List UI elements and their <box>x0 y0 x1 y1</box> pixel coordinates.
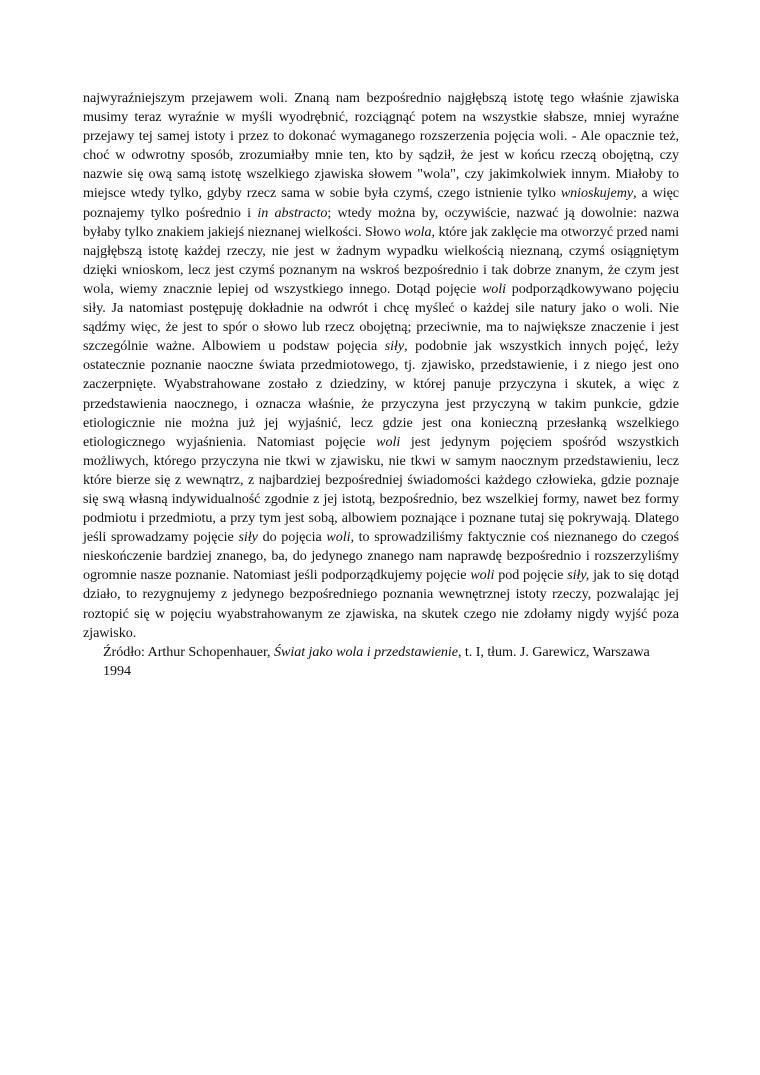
text-segment: jest jedynym pojęciem spośród wszystkich możliwych, którego przyczyna nie tkwi w zjawisku, nie tkwi w samym naocznym przedstawieniu, lecz które bierze się z wewnątrz, z najbardziej bezpośredniej świadomości każdego człowieka, gdzie poznaje się swą własną indywidualność zgodnie z jej istotą, bezpośrednio, bez wszelkiej formy, nawet bez formy podmiotu i przedmiotu, a przy tym jest sobą, albowiem poznające i poznane tutaj się pokrywają. Dlatego jeśli sprowadzamy pojęcie <box>83 433 679 546</box>
italic-term: siły <box>238 529 258 546</box>
italic-term: wnioskujemy <box>560 185 634 202</box>
italic-term: siły <box>384 338 405 355</box>
text-segment: do pojęcia <box>257 529 327 546</box>
text-segment: ; wtedy można by, oczywiście, nazwać ją dowolnie: nazwa byłaby tylko znakiem jakiejś nieznanej wielkości. Słowo <box>83 204 679 240</box>
text-segment: podporządkowywano pojęciu siły. Ja natomiast postępuję dokładnie na odwrót i chcę myśleć o każdej sile natury jako o woli. Nie sądźmy więc, że jest to spór o słowo lub rzecz obojętną; przeciwnie, ma to największe znaczenie i jest szczególnie ważne. Albowiem u podstaw pojęcia <box>83 280 679 355</box>
text-segment: to sprowadziliśmy faktycznie coś nieznanego do czegoś nieskończenie bardziej znanego, ba, do jedynego znanego nam naprawdę bezpośrednio i rozszerzyliśmy ogromnie nasze poznanie. Natomiast jeśli podporządkujemy pojęcie <box>83 529 679 584</box>
text-segment: najwyraźniejszym przejawem woli. Znaną nam bezpośrednio najgłębszą istotę tego właśnie zjawiska musimy teraz wyraźnie w myśli wyodrębnić, rozciągnąć potem na wszystkie słabsze, mniej wyraźne przejawy tej samej istoty i przez to dokonać wymaganego rozszerzenia pojęcia woli. - Ale opacznie też, choć w odwrotny sposób, zrozumiałby mnie ten, kto by sądził, że jest w końcu rzeczą obojętną, czy nazwie się ową samą istotę wszelkiego zjawiska słowem "wola", czy jakimkolwiek innym. Miałoby to miejsce wtedy tylko, gdyby rzecz sama w sobie była czymś, czego istnienie tylko <box>83 90 679 202</box>
italic-term: woli <box>470 567 495 584</box>
source-suffix: , t. I, tłum. J. Garewicz, Warszawa 1994 <box>103 644 650 680</box>
text-segment: , które jak zaklęcie ma otworzyć przed nami najgłębszą istotę każdej rzeczy, nie jest w żadnym wypadku wielkością nieznaną, czymś osiągniętym dzięki wnioskom, lecz jest czymś poznanym na wskroś bezpośrednio i tak dobrze znanym, że czym jest wola, wiemy znacznie lepiej od wszystkiego innego. Dotąd pojęcie <box>83 223 680 297</box>
source-citation <box>103 643 679 681</box>
italic-term: woli, <box>326 529 354 546</box>
text-segment: , podobnie jak wszystkich innych pojęć, leży ostatecznie poznanie naoczne świata przedmiotowego, tj. zjawisko, przedstawienie, i z niego jest ono zaczerpnięte. Wyabstrahowane zostało z dziedziny, w której panuje przyczyna i skutek, a więc z przedstawienia naocznego, i oznacza właśnie, że przyczyna jest przyczyną w takim punkcie, gdzie etiologicznie nie można już jej wyjaśnić, lecz gdzie jest ona konieczną przesłanką wszelkiego etiologicznego wyjaśnienia. Natomiast pojęcie <box>83 338 679 450</box>
italic-term: wola <box>404 223 432 240</box>
italic-term: in abstracto <box>257 204 328 221</box>
source-title: Świat jako wola i przedstawienie <box>274 644 458 660</box>
text-segment: pod pojęcie <box>494 567 568 584</box>
italic-term: siły, <box>567 567 590 584</box>
text-segment: jak to się dotąd działo, to rezygnujemy z jedynego bezpośredniego poznania wewnętrznej istoty rzeczy, pozwalając jej roztopić się w pojęciu wyabstrahowanym ze zjawiska, na skutek czego nie zdołamy nigdy wyjść poza zjawisko. <box>83 567 679 641</box>
text-segment: , a więc poznajemy tylko pośrednio i <box>83 185 680 221</box>
italic-term: woli <box>481 280 507 297</box>
italic-term: woli <box>376 433 401 450</box>
main-paragraph <box>83 89 679 643</box>
source-prefix: Źródło: Arthur Schopenhauer, <box>103 644 274 660</box>
